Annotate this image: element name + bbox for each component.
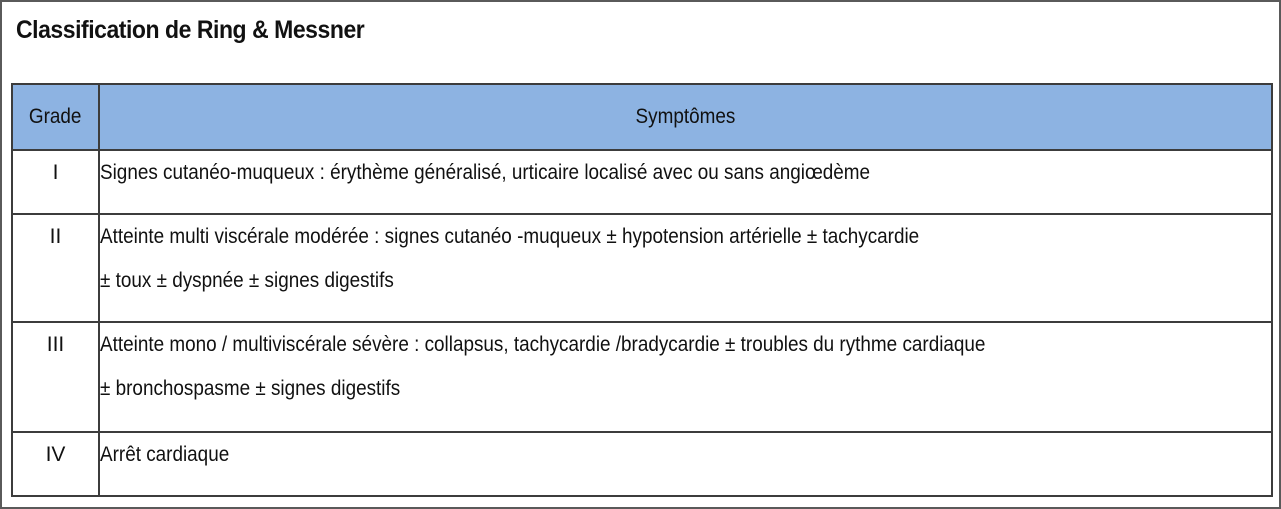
table-row bbox=[12, 214, 1272, 322]
symptoms-line: Atteinte multi viscérale modérée : signes cutanéo -muqueux ± hypotension artérielle ± tachycardie bbox=[100, 225, 920, 248]
symptoms-cell bbox=[99, 432, 1272, 496]
table-row bbox=[12, 322, 1272, 432]
document-title: Classification de Ring & Messner bbox=[16, 16, 365, 44]
grade-cell: II bbox=[12, 214, 99, 322]
grade-cell: IV bbox=[12, 432, 99, 496]
table-row bbox=[12, 432, 1272, 496]
symptoms-line: Signes cutanéo-muqueux : érythème généralisé, urticaire localisé avec ou sans angiœdème bbox=[100, 161, 871, 184]
table-row bbox=[12, 150, 1272, 214]
symptoms-cell bbox=[99, 214, 1272, 322]
column-header-grade: Grade bbox=[12, 84, 99, 150]
column-header-symptoms: Symptômes bbox=[99, 84, 1272, 150]
symptoms-cell bbox=[99, 322, 1272, 432]
grade-cell: I bbox=[12, 150, 99, 214]
symptoms-line: ± bronchospasme ± signes digestifs bbox=[100, 377, 401, 400]
symptoms-line: ± toux ± dyspnée ± signes digestifs bbox=[100, 269, 394, 292]
symptoms-cell bbox=[99, 150, 1272, 214]
symptoms-line: Arrêt cardiaque bbox=[100, 443, 230, 466]
grade-cell: III bbox=[12, 322, 99, 432]
classification-table bbox=[11, 83, 1273, 497]
table-header-row bbox=[12, 84, 1272, 150]
symptoms-line: Atteinte mono / multiviscérale sévère : collapsus, tachycardie /bradycardie ± troubles du rythme cardiaque bbox=[100, 333, 986, 356]
